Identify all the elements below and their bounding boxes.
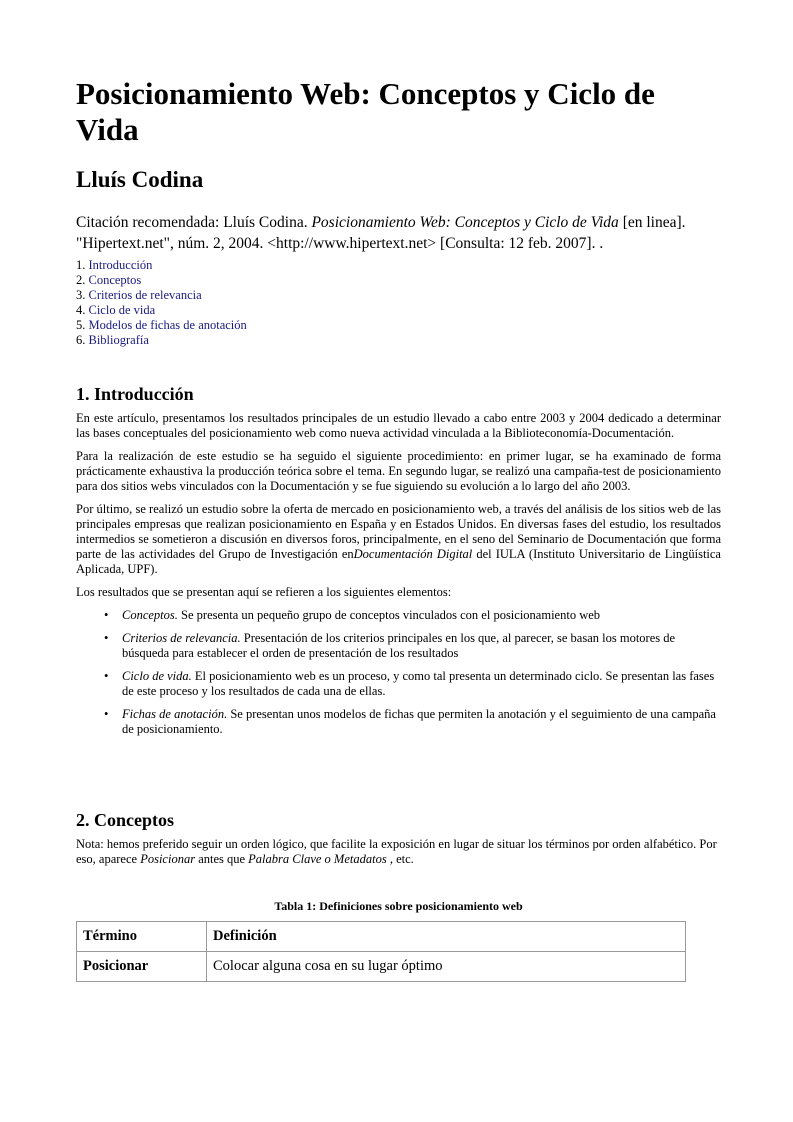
bullet-icon: •	[104, 631, 109, 645]
toc-link-ciclo[interactable]: Ciclo de vida	[88, 303, 156, 317]
list-item: • Conceptos. Se presenta un pequeño grupo de conceptos vinculados con el posicionamiento web	[104, 608, 601, 622]
table-of-contents	[76, 258, 247, 348]
section-heading-introduccion: 1. Introducción	[76, 384, 194, 404]
paragraph: En este artículo, presentamos los resultados principales de un estudio llevado a cabo entre 2003 y 2004 dedicado a determinar las bases conceptuales del posicionamiento web como nueva actividad vinculada a la Biblioteconomía-Documentación.	[76, 411, 721, 440]
list-item: • Fichas de anotación. Se presentan unos modelos de fichas que permiten la anotación y el seguimiento de una campaña de posicionamiento.	[104, 707, 716, 736]
group-name: Documentación Digital	[353, 547, 473, 561]
table-cell-definition: Colocar alguna cosa en su lugar óptimo	[207, 952, 686, 982]
table-cell-term: Posicionar	[77, 952, 207, 982]
toc-item: 3. Criterios de relevancia	[76, 288, 202, 302]
paragraph: Por último, se realizó un estudio sobre la oferta de mercado en posicionamiento web, a través del análisis de los sitios web de las principales empresas que realizan posicionamiento en España y en Estados Unidos. En diversas fases del estudio, los resultados intermedios se sometieron a discusión en diversos foros, principalmente, en el seno del Seminario de Documentación que forma parte de las actividades del Grupo de Investigación enDocumentación Digital del IULA (Instituto Universitario de Lingüística Aplicada, UPF).	[76, 502, 721, 576]
toc-link-modelos[interactable]: Modelos de fichas de anotación	[88, 318, 247, 332]
results-list	[76, 608, 721, 737]
toc-link-criterios[interactable]: Criterios de relevancia	[88, 288, 202, 302]
column-header-definicion: Definición	[207, 922, 686, 952]
column-header-termino: Término	[77, 922, 207, 952]
toc-link-bibliografia[interactable]: Bibliografía	[88, 333, 149, 347]
definitions-table	[76, 921, 686, 982]
paragraph: Los resultados que se presentan aquí se refieren a los siguientes elementos:	[76, 585, 452, 599]
list-item: • Criterios de relevancia. Presentación de los criterios principales en los que, al parecer, se basan los motores de búsqueda para establecer el orden de presentación de los resultados	[104, 631, 676, 660]
section-body-conceptos	[76, 837, 721, 875]
toc-item: 6. Bibliografía	[76, 333, 149, 347]
table-caption: Tabla 1: Definiciones sobre posicionamiento web	[274, 899, 523, 913]
note-paragraph: Nota: hemos preferido seguir un orden lógico, que facilite la exposición en lugar de situar los términos por orden alfabético. Por eso, aparece Posicionar antes que Palabra Clave o Metadatos , etc.	[76, 837, 717, 866]
article-author: Lluís Codina	[76, 167, 204, 192]
table-header-row	[77, 922, 686, 952]
article-title: Posicionamiento Web: Conceptos y Ciclo de Vida	[76, 76, 655, 147]
toc-item: 2. Conceptos	[76, 273, 142, 287]
section-heading-conceptos: 2. Conceptos	[76, 810, 174, 830]
recommended-citation	[76, 212, 736, 254]
toc-item: 1. Introducción	[76, 258, 153, 272]
citation-suffix: [en linea]. "Hipertext.net", núm. 2, 2004. <http://www.hipertext.net> [Consulta: 12 feb. 2007]. .	[76, 214, 686, 252]
bullet-icon: •	[104, 707, 109, 721]
bullet-icon: •	[104, 669, 109, 683]
citation-prefix: Citación recomendada: Lluís Codina.	[76, 214, 312, 231]
section-body-introduccion	[76, 411, 721, 745]
bullet-icon: •	[104, 608, 109, 622]
toc-link-conceptos[interactable]: Conceptos	[88, 273, 142, 287]
list-item: • Ciclo de vida. El posicionamiento web es un proceso, y como tal presenta un determinado ciclo. Se presentan las fases de este proceso y los resultados de cada una de ellas.	[104, 669, 715, 698]
table-row	[77, 952, 686, 982]
toc-item: 4. Ciclo de vida	[76, 303, 156, 317]
citation-work: Posicionamiento Web: Conceptos y Ciclo de Vida	[311, 214, 619, 231]
paragraph: Para la realización de este estudio se ha seguido el siguiente procedimiento: en primer lugar, se ha examinado de forma prácticamente exhaustiva la producción teórica sobre el tema. En segundo lugar, se realizó una campaña-test de posicionamiento para dos sitios webs vinculados con la Documentación y se fue siguiendo su evolución a lo largo del año 2003.	[76, 449, 721, 493]
toc-link-introduccion[interactable]: Introducción	[88, 258, 153, 272]
toc-item: 5. Modelos de fichas de anotación	[76, 318, 247, 332]
